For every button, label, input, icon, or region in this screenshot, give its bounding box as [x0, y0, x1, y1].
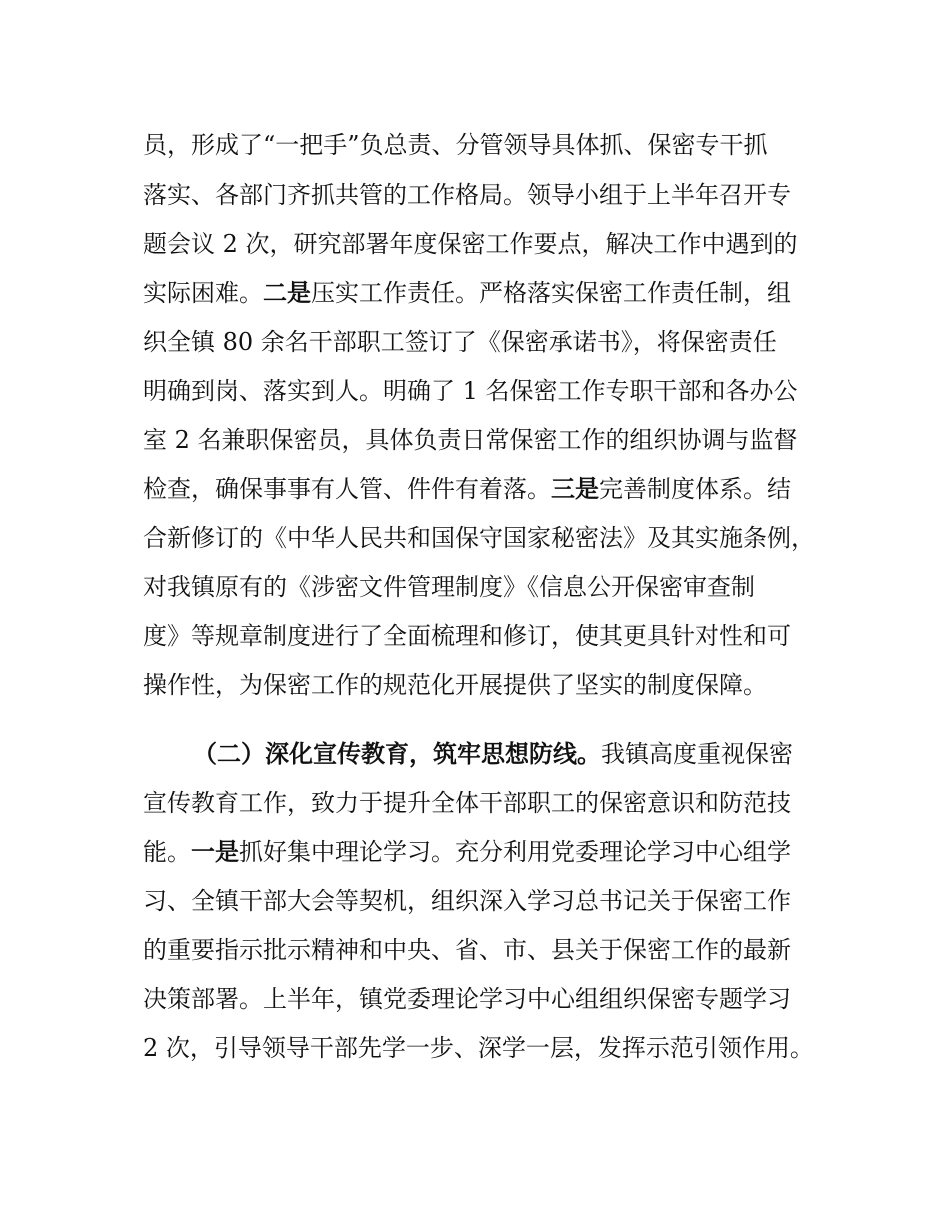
- text-line: 落实、各部门齐抓共管的工作格局。领导小组于上半年召开专: [143, 181, 791, 209]
- bold-marker: 三是: [551, 474, 599, 503]
- text-line: 的重要指示批示精神和中央、省、市、县关于保密工作的最新: [143, 936, 791, 964]
- text-line: 操作性，为保密工作的规范化开展提供了坚实的制度保障。: [143, 671, 767, 699]
- text-line: 决策部署。上半年，镇党委理论学习中心组组织保密专题学习: [143, 985, 791, 1013]
- text-line: 合新修订的《中华人民共和国保守国家秘密法》及其实施条例，: [143, 524, 815, 552]
- text-line: 习、全镇干部大会等契机，组织深入学习总书记关于保密工作: [143, 887, 791, 915]
- text-line: 实际困难。二是压实工作责任。严格落实保密工作责任制，组: [143, 278, 791, 307]
- text-line: 题会议 2 次，研究部署年度保密工作要点，解决工作中遇到的: [143, 230, 798, 258]
- text-line: 明确到岗、落实到人。明确了 1 名保密工作专职干部和各办公: [143, 377, 798, 405]
- text-line: 织全镇 80 余名干部职工签订了《保密承诺书》，将保密责任: [143, 328, 777, 356]
- text-line: 检查，确保事事有人管、件件有着落。三是完善制度体系。结: [143, 474, 791, 503]
- section-heading-line: （二）深化宣传教育，筑牢思想防线。我镇高度重视保密: [193, 739, 793, 768]
- text-line: 2 次，引导领导干部先学一步、深学一层，发挥示范引领作用。: [143, 1034, 814, 1062]
- text-line: 员，形成了“一把手”负总责、分管领导具体抓、保密专干抓: [143, 131, 768, 159]
- bold-marker: 二是: [263, 278, 311, 307]
- text-line: 度》等规章制度进行了全面梳理和修订，使其更具针对性和可: [143, 622, 791, 650]
- text-line: 能。一是抓好集中理论学习。充分利用党委理论学习中心组学: [143, 837, 791, 866]
- text-line: 室 2 名兼职保密员，具体负责日常保密工作的组织协调与监督: [143, 426, 798, 454]
- bold-marker: 一是: [191, 837, 239, 866]
- section-heading: （二）深化宣传教育，筑牢思想防线。: [193, 739, 601, 768]
- text-line: 宣传教育工作，致力于提升全体干部职工的保密意识和防范技: [143, 789, 791, 817]
- text-line: 对我镇原有的《涉密文件管理制度》《信息公开保密审查制: [143, 573, 755, 601]
